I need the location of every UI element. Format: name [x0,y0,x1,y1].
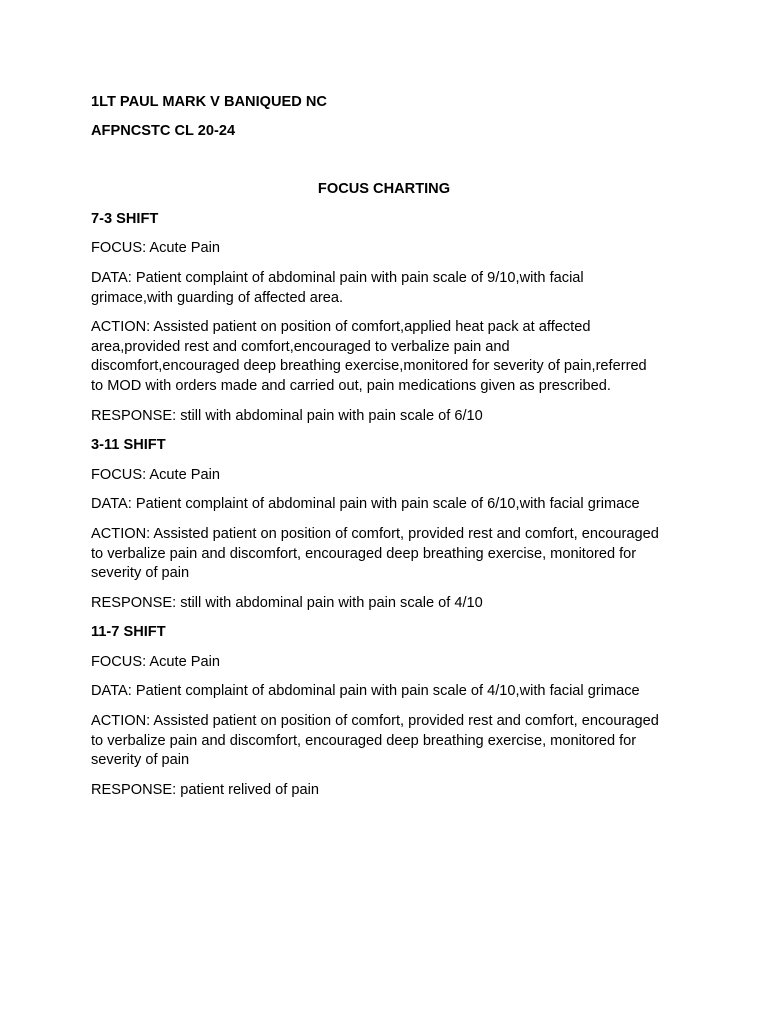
action-line: area,provided rest and comfort,encouraged to verbalize pain and [91,338,510,355]
action-line: to verbalize pain and discomfort, encouraged deep breathing exercise, monitored for [91,732,637,749]
data-line: DATA: Patient complaint of abdominal pain with pain scale of 4/10,with facial grimace [91,683,640,700]
action-line: severity of pain [91,565,190,582]
action-paragraph [91,712,691,771]
action-line: ACTION: Assisted patient on position of comfort,applied heat pack at affected [91,319,591,336]
focus-line: FOCUS: Acute Pain [91,466,220,483]
response-line: RESPONSE: still with abdominal pain with pain scale of 6/10 [91,407,483,424]
action-paragraph [91,318,691,396]
data-line: grimace,with guarding of affected area. [91,289,344,306]
shift-section-7-3 [91,210,691,426]
shift-section-3-11 [91,436,691,613]
class-designation: AFPNCSTC CL 20-24 [91,122,236,139]
page-title: FOCUS CHARTING [317,181,451,198]
shift-section-11-7 [91,623,691,800]
shift-heading: 3-11 SHIFT [91,437,166,454]
action-line: ACTION: Assisted patient on position of comfort, provided rest and comfort, encouraged [91,713,659,730]
data-paragraph [91,495,691,515]
shift-heading: 11-7 SHIFT [91,624,166,641]
response-line: RESPONSE: still with abdominal pain with pain scale of 4/10 [91,594,483,611]
data-line: DATA: Patient complaint of abdominal pain with pain scale of 9/10,with facial [91,269,584,286]
response-line: RESPONSE: patient relived of pain [91,781,319,798]
data-paragraph [91,682,691,702]
shift-heading: 7-3 SHIFT [91,210,159,227]
action-paragraph [91,525,691,584]
action-line: severity of pain [91,752,190,769]
focus-line: FOCUS: Acute Pain [91,240,220,257]
data-paragraph [91,269,691,308]
action-line: discomfort,encouraged deep breathing exercise,monitored for severity of pain,referred [91,358,647,375]
author-name: 1LT PAUL MARK V BANIQUED NC [91,94,327,110]
data-line: DATA: Patient complaint of abdominal pain with pain scale of 6/10,with facial grimace [91,496,640,513]
action-line: to MOD with orders made and carried out, pain medications given as prescribed. [91,377,611,394]
action-line: ACTION: Assisted patient on position of comfort, provided rest and comfort, encouraged [91,525,659,542]
document-page [91,93,691,800]
action-line: to verbalize pain and discomfort, encouraged deep breathing exercise, monitored for [91,545,637,562]
focus-line: FOCUS: Acute Pain [91,653,220,670]
